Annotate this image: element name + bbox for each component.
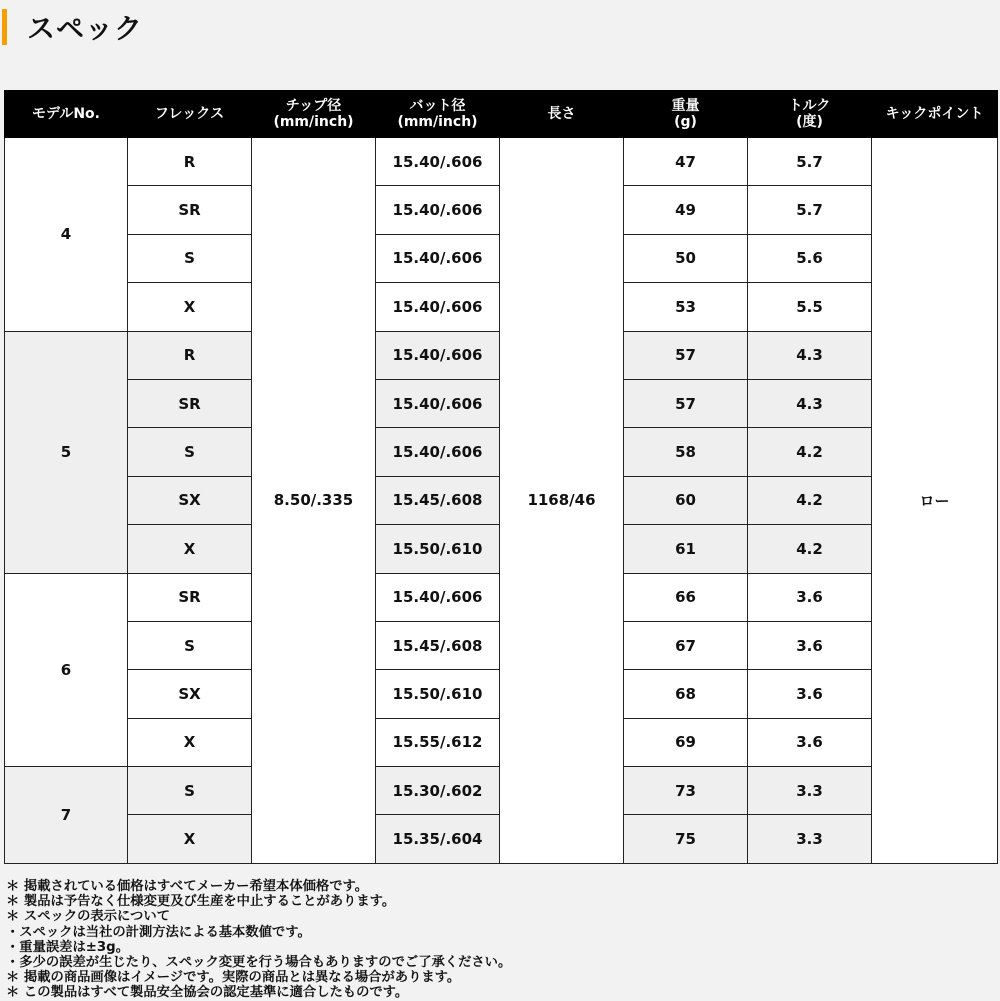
- torque-cell: 5.7: [748, 138, 872, 186]
- torque-cell: 4.3: [748, 331, 872, 379]
- torque-cell: 3.3: [748, 767, 872, 815]
- header-tip: チップ径 (mm/inch): [252, 91, 376, 138]
- header-model: モデルNo.: [5, 91, 128, 138]
- footnote-line: ・多少の誤差が生じたり、スペック変更を行う場合もありますのでご了承ください。: [6, 955, 512, 971]
- weight-cell: 57: [624, 331, 748, 379]
- footnote-line: ＊ 製品は予告なく仕様変更及び生産を中止することがあります。: [6, 894, 396, 910]
- kick-cell: ロー: [872, 138, 998, 864]
- header-length: 長さ: [500, 91, 624, 138]
- weight-cell: 50: [624, 234, 748, 282]
- model-cell: 7: [5, 767, 128, 864]
- butt-cell: 15.50/.610: [376, 525, 500, 573]
- weight-cell: 47: [624, 138, 748, 186]
- butt-cell: 15.40/.606: [376, 428, 500, 476]
- header-kick: キックポイント: [872, 91, 998, 138]
- flex-cell: R: [128, 138, 252, 186]
- butt-cell: 15.55/.612: [376, 718, 500, 766]
- header-butt: バット径 (mm/inch): [376, 91, 500, 138]
- butt-cell: 15.50/.610: [376, 670, 500, 718]
- butt-cell: 15.40/.606: [376, 138, 500, 186]
- weight-cell: 53: [624, 283, 748, 331]
- tip-cell: 8.50/.335: [252, 138, 376, 864]
- flex-cell: S: [128, 767, 252, 815]
- butt-cell: 15.40/.606: [376, 186, 500, 234]
- flex-cell: X: [128, 815, 252, 863]
- torque-cell: 5.7: [748, 186, 872, 234]
- weight-cell: 66: [624, 573, 748, 621]
- torque-cell: 3.6: [748, 670, 872, 718]
- torque-cell: 3.6: [748, 621, 872, 669]
- flex-cell: S: [128, 621, 252, 669]
- butt-cell: 15.40/.606: [376, 283, 500, 331]
- flex-cell: S: [128, 234, 252, 282]
- footnote-line: ＊ この製品はすべて製品安全協会の認定基準に適合したものです。: [6, 985, 409, 1001]
- butt-cell: 15.40/.606: [376, 234, 500, 282]
- section-heading: [0, 8, 143, 46]
- footnote-line: ＊ スペックの表示について: [6, 909, 170, 925]
- weight-cell: 58: [624, 428, 748, 476]
- header-row: [5, 91, 998, 138]
- footnote-line: ・スペックは当社の計測方法による基本数値です。: [6, 924, 311, 940]
- torque-cell: 4.3: [748, 379, 872, 427]
- torque-cell: 3.3: [748, 815, 872, 863]
- butt-cell: 15.40/.606: [376, 331, 500, 379]
- flex-cell: SX: [128, 476, 252, 524]
- flex-cell: SR: [128, 379, 252, 427]
- flex-cell: SR: [128, 573, 252, 621]
- header-flex: フレックス: [128, 91, 252, 138]
- flex-cell: SR: [128, 186, 252, 234]
- weight-cell: 67: [624, 621, 748, 669]
- weight-cell: 68: [624, 670, 748, 718]
- flex-cell: X: [128, 283, 252, 331]
- butt-cell: 15.45/.608: [376, 476, 500, 524]
- flex-cell: SX: [128, 670, 252, 718]
- torque-cell: 4.2: [748, 476, 872, 524]
- table-row: [5, 138, 998, 186]
- heading-accent-bar: [2, 9, 7, 45]
- flex-cell: X: [128, 718, 252, 766]
- weight-cell: 75: [624, 815, 748, 863]
- footnotes: [6, 879, 996, 1001]
- torque-cell: 3.6: [748, 718, 872, 766]
- weight-cell: 60: [624, 476, 748, 524]
- butt-cell: 15.35/.604: [376, 815, 500, 863]
- spec-table: [4, 90, 998, 864]
- model-cell: 4: [5, 138, 128, 332]
- torque-cell: 5.5: [748, 283, 872, 331]
- flex-cell: X: [128, 525, 252, 573]
- model-cell: 6: [5, 573, 128, 767]
- flex-cell: R: [128, 331, 252, 379]
- footnote-line: ＊ 掲載の商品画像はイメージです。実際の商品とは異なる場合があります。: [6, 970, 461, 986]
- butt-cell: 15.40/.606: [376, 379, 500, 427]
- butt-cell: 15.30/.602: [376, 767, 500, 815]
- header-torque: トルク (度): [748, 91, 872, 138]
- torque-cell: 5.6: [748, 234, 872, 282]
- length-cell: 1168/46: [500, 138, 624, 864]
- butt-cell: 15.40/.606: [376, 573, 500, 621]
- torque-cell: 4.2: [748, 428, 872, 476]
- flex-cell: S: [128, 428, 252, 476]
- weight-cell: 49: [624, 186, 748, 234]
- page-title: スペック: [27, 12, 144, 45]
- model-cell: 5: [5, 331, 128, 573]
- footnote-line: ・重量誤差は±3g。: [6, 939, 129, 955]
- torque-cell: 3.6: [748, 573, 872, 621]
- weight-cell: 61: [624, 525, 748, 573]
- weight-cell: 69: [624, 718, 748, 766]
- weight-cell: 73: [624, 767, 748, 815]
- butt-cell: 15.45/.608: [376, 621, 500, 669]
- header-weight: 重量 (g): [624, 91, 748, 138]
- footnote-line: ＊ 掲載されている価格はすべてメーカー希望本体価格です。: [6, 879, 369, 894]
- weight-cell: 57: [624, 379, 748, 427]
- torque-cell: 4.2: [748, 525, 872, 573]
